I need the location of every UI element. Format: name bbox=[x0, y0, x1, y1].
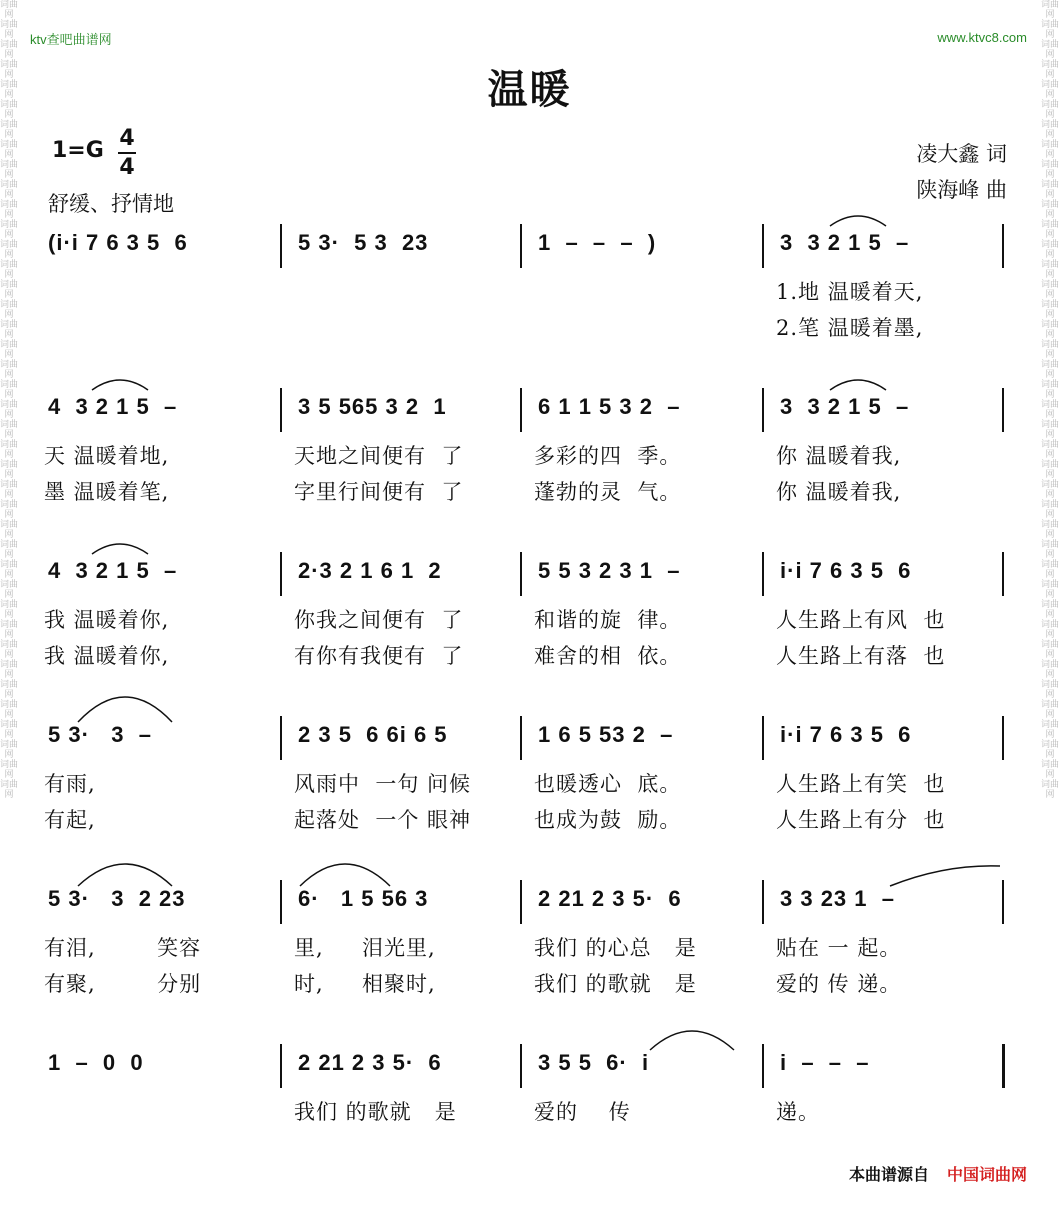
time-bottom: 4 bbox=[119, 155, 135, 180]
measure-notes: 1 6 5 53 2 – bbox=[538, 722, 674, 747]
lyric-verse-1: 天 温暖着地, bbox=[44, 444, 170, 468]
source-brand-link[interactable]: 中国词曲网 bbox=[946, 1165, 1027, 1184]
measure-notes: 6 1 1 5 3 2 – bbox=[538, 394, 681, 419]
lyric-verse-1: 1.地 温暖着天, bbox=[776, 280, 924, 304]
barline bbox=[520, 224, 522, 268]
lyric-verse-2: 时, 相聚时, bbox=[294, 972, 436, 996]
lyric-verse-1: 风雨中 一句 问候 bbox=[294, 772, 472, 796]
measure-notes: 5 3· 3 2 23 bbox=[48, 886, 186, 911]
lyric-verse-1: 有泪, 笑容 bbox=[44, 936, 202, 960]
barline bbox=[1002, 1044, 1005, 1088]
left-watermark-strip: 词曲网 词曲网 词曲网 词曲网 词曲网 词曲网 词曲网 词曲网 词曲网 词曲网 词曲网 词曲网 词曲网 词曲网 词曲网 词曲网 词曲网 词曲网 词曲网 词曲网 词曲网 词曲网 词曲网 词曲网 词曲网 词曲网 词曲网 词曲网 词曲网 词曲网 词曲网 词曲网 词曲网 词曲网 词曲网 词曲网 词曲网 词曲网 词曲网 词曲网 bbox=[0, 0, 18, 800]
measure-notes: i·i 7 6 3 5 6 bbox=[780, 722, 912, 747]
barline bbox=[762, 388, 764, 432]
lyric-verse-1: 多彩的四 季。 bbox=[534, 444, 682, 468]
barline bbox=[762, 552, 764, 596]
barline bbox=[280, 880, 282, 924]
time-bar bbox=[118, 152, 136, 154]
barline bbox=[1002, 224, 1004, 268]
measure-notes: 5 5 3 2 3 1 – bbox=[538, 558, 681, 583]
lyric-verse-1: 我 温暖着你, bbox=[44, 608, 170, 632]
lyric-verse-1: 有雨, bbox=[44, 772, 96, 796]
measure-notes: 1 – 0 0 bbox=[48, 1050, 144, 1075]
barline bbox=[762, 716, 764, 760]
lyric-verse-2: 有起, bbox=[44, 808, 96, 832]
song-title: 温暖 bbox=[487, 67, 572, 113]
lyric-verse-2: 2.笔 温暖着墨, bbox=[776, 316, 924, 340]
measure-notes: 3 3 23 1 – bbox=[780, 886, 895, 911]
barline bbox=[280, 388, 282, 432]
lyric-verse-1: 也暖透心 底。 bbox=[534, 772, 682, 796]
barline bbox=[1002, 388, 1004, 432]
lyric-verse-2: 有聚, 分别 bbox=[44, 972, 202, 996]
left-site-name[interactable]: ktv查吧曲谱网 bbox=[30, 32, 112, 47]
barline bbox=[762, 880, 764, 924]
measure-notes: 2 3 5 6 6i 6 5 bbox=[298, 722, 448, 747]
right-site-url[interactable]: www.ktvc8.com bbox=[937, 30, 1027, 45]
measure-notes: 3 5 5 6· i bbox=[538, 1050, 650, 1075]
measure-notes: i·i 7 6 3 5 6 bbox=[780, 558, 912, 583]
measure-notes: 1 – – – ) bbox=[538, 230, 657, 255]
barline bbox=[280, 224, 282, 268]
score-row bbox=[40, 552, 1020, 668]
measure-notes: (i·i 7 6 3 5 6 bbox=[48, 230, 188, 255]
score-row bbox=[40, 224, 1020, 340]
time-top: 4 bbox=[119, 126, 135, 151]
measure-notes: 4 3 2 1 5 – bbox=[48, 558, 178, 583]
lyric-verse-2: 难舍的相 依。 bbox=[534, 644, 682, 668]
barline bbox=[280, 552, 282, 596]
lyric-verse-2: 我 温暖着你, bbox=[44, 644, 170, 668]
key-signature: 1=G bbox=[52, 138, 104, 163]
time-signature bbox=[118, 126, 136, 180]
lyric-verse-2: 也成为鼓 励。 bbox=[534, 808, 682, 832]
lyric-verse-2: 蓬勃的灵 气。 bbox=[534, 480, 682, 504]
right-watermark-strip: 词曲网 词曲网 词曲网 词曲网 词曲网 词曲网 词曲网 词曲网 词曲网 词曲网 词曲网 词曲网 词曲网 词曲网 词曲网 词曲网 词曲网 词曲网 词曲网 词曲网 词曲网 词曲网 词曲网 词曲网 词曲网 词曲网 词曲网 词曲网 词曲网 词曲网 词曲网 词曲网 词曲网 词曲网 词曲网 词曲网 词曲网 词曲网 词曲网 词曲网 bbox=[1041, 0, 1059, 800]
barline bbox=[520, 1044, 522, 1088]
source-credit bbox=[849, 1162, 1027, 1185]
score-row bbox=[40, 388, 1020, 504]
measure-notes: 2·3 2 1 6 1 2 bbox=[298, 558, 442, 583]
lyric-verse-1: 你 温暖着我, bbox=[776, 444, 902, 468]
barline bbox=[520, 880, 522, 924]
lyric-verse-2: 人生路上有分 也 bbox=[776, 808, 946, 832]
lyric-verse-1: 人生路上有风 也 bbox=[776, 608, 946, 632]
barline bbox=[280, 1044, 282, 1088]
measure-notes: i – – – bbox=[780, 1050, 870, 1075]
barline bbox=[280, 716, 282, 760]
measure-notes: 3 3 2 1 5 – bbox=[780, 394, 910, 419]
barline bbox=[520, 552, 522, 596]
score-row bbox=[40, 716, 1020, 832]
barline bbox=[762, 1044, 764, 1088]
lyric-verse-1: 人生路上有笑 也 bbox=[776, 772, 946, 796]
lyric-verse-2: 爱的 传 递。 bbox=[776, 972, 902, 996]
barline bbox=[520, 388, 522, 432]
lyric-verse-1: 里, 泪光里, bbox=[294, 936, 436, 960]
barline bbox=[1002, 552, 1004, 596]
barline bbox=[1002, 880, 1004, 924]
lyric-verse-1: 和谐的旋 律。 bbox=[534, 608, 682, 632]
score-row bbox=[40, 1044, 1020, 1124]
lyric-verse-2: 起落处 一个 眼神 bbox=[294, 808, 472, 832]
source-label: 本曲谱源自 bbox=[848, 1165, 929, 1184]
measure-notes: 3 5 565 3 2 1 bbox=[298, 394, 447, 419]
measure-notes: 2 21 2 3 5· 6 bbox=[538, 886, 682, 911]
lyric-verse-1: 你我之间便有 了 bbox=[294, 608, 464, 632]
lyric-verse-2: 我们 的歌就 是 bbox=[534, 972, 697, 996]
barline bbox=[1002, 716, 1004, 760]
measure-notes: 3 3 2 1 5 – bbox=[780, 230, 910, 255]
lyric-verse-1: 我们 的歌就 是 bbox=[294, 1100, 457, 1124]
measure-notes: 5 3· 5 3 23 bbox=[298, 230, 429, 255]
score-row bbox=[40, 880, 1020, 996]
lyric-verse-1: 贴在 一 起。 bbox=[776, 936, 902, 960]
lyric-verse-1: 我们 的心总 是 bbox=[534, 936, 697, 960]
lyric-verse-2: 你 温暖着我, bbox=[776, 480, 902, 504]
lyric-verse-2: 字里行间便有 了 bbox=[294, 480, 464, 504]
measure-notes: 6· 1 5 56 3 bbox=[298, 886, 429, 911]
lyric-verse-1: 递。 bbox=[776, 1100, 820, 1124]
lyric-verse-1: 天地之间便有 了 bbox=[294, 444, 464, 468]
lyric-verse-2: 墨 温暖着笔, bbox=[44, 480, 170, 504]
composer-credit: 陕海峰 曲 bbox=[916, 178, 1007, 202]
lyric-verse-1: 爱的 传 bbox=[534, 1100, 631, 1124]
lyricist-credit: 凌大鑫 词 bbox=[916, 142, 1007, 166]
lyric-verse-2: 人生路上有落 也 bbox=[776, 644, 946, 668]
barline bbox=[762, 224, 764, 268]
tempo-marking: 舒缓、抒情地 bbox=[48, 192, 174, 216]
measure-notes: 5 3· 3 – bbox=[48, 722, 152, 747]
measure-notes: 4 3 2 1 5 – bbox=[48, 394, 178, 419]
barline bbox=[520, 716, 522, 760]
measure-notes: 2 21 2 3 5· 6 bbox=[298, 1050, 442, 1075]
lyric-verse-2: 有你有我便有 了 bbox=[294, 644, 464, 668]
